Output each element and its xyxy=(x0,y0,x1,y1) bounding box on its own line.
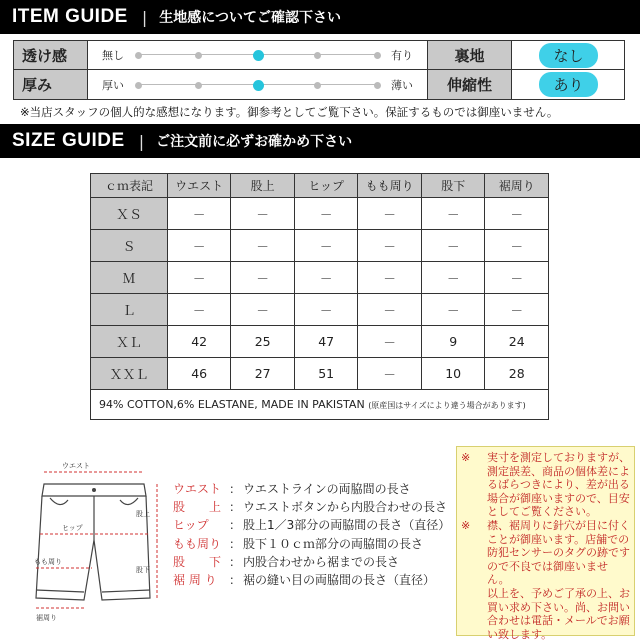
legend-key: もも周り xyxy=(173,536,222,551)
legend-desc: ウエストラインの両脇間の長さ xyxy=(243,482,411,496)
cell-value: － xyxy=(421,294,485,326)
thickness-step-2 xyxy=(195,82,202,89)
cell-value: － xyxy=(485,198,549,230)
cell-value: － xyxy=(485,230,549,262)
cell-value: － xyxy=(485,294,549,326)
cell-value: 42 xyxy=(167,326,231,358)
waist-button-icon xyxy=(92,488,96,492)
hem-diagram-label: 裾周り xyxy=(36,614,57,622)
cell-value: － xyxy=(231,262,295,294)
legend-item xyxy=(173,553,450,571)
cell-value: 46 xyxy=(167,358,231,390)
item-guide-title: ITEM GUIDE xyxy=(12,6,128,27)
legend-colon: ： xyxy=(229,536,242,551)
thickness-track xyxy=(138,79,377,91)
header-unit: ｃｍ表記 xyxy=(91,174,168,198)
cell-value: － xyxy=(294,198,358,230)
cell-value: － xyxy=(485,262,549,294)
cell-value: － xyxy=(231,294,295,326)
legend-desc: ウエストボタンから内股合わせの長さ xyxy=(243,500,448,515)
cell-value: 47 xyxy=(294,326,358,358)
legend-colon: ： xyxy=(229,482,242,496)
header-hip: ヒップ xyxy=(294,174,358,198)
cell-value: － xyxy=(421,198,485,230)
material-cell xyxy=(91,390,549,420)
sheer-right-label: 有り xyxy=(391,49,413,62)
item-guide-grid xyxy=(13,40,625,100)
size-m: Ｍ xyxy=(91,262,168,294)
legend-item xyxy=(173,516,450,534)
legend-key: ヒップ xyxy=(173,518,209,533)
stretch-value: あり xyxy=(539,72,597,97)
cell-value: － xyxy=(167,230,231,262)
sheer-step-3-selected xyxy=(253,50,264,61)
thickness-step-5 xyxy=(374,82,381,89)
disclaimer-mark: ※ xyxy=(461,451,471,464)
inseam-diagram-label: 股下 xyxy=(136,566,150,574)
item-guide-header xyxy=(0,0,640,34)
thickness-scale xyxy=(88,70,428,99)
thickness-step-4 xyxy=(314,82,321,89)
cell-value: － xyxy=(167,198,231,230)
disclaimer-text: 襟、裾周りに針穴が目に付くことが御座います。店舗での防犯センサーのタグの跡ですので不良では御座いません。 xyxy=(487,518,630,587)
lining-value: なし xyxy=(539,43,597,68)
cell-value: － xyxy=(358,294,422,326)
stretch-value-cell xyxy=(512,70,625,99)
cell-value: 10 xyxy=(421,358,485,390)
sheer-left-label: 無し xyxy=(102,49,124,62)
size-l: Ｌ xyxy=(91,294,168,326)
thickness-label: 厚み xyxy=(14,70,88,99)
table-row xyxy=(91,230,549,262)
disclaimer-text: 実寸を測定しておりますが、測定誤差、商品の個体差によるばらつきにより、差が出る場合が御座いますので、目安としてご覧ください。 xyxy=(487,451,630,519)
sheer-track xyxy=(138,49,377,61)
cell-value: － xyxy=(358,198,422,230)
waist-diagram-label: ウエスト xyxy=(62,462,90,470)
header-hem: 裾周り xyxy=(485,174,549,198)
legend-key: 股 下 xyxy=(173,554,222,569)
disclaimer-box xyxy=(456,446,635,640)
material-origin-note: (原産国はサイズにより違う場合があります) xyxy=(368,401,526,410)
thigh-diagram-label: もも周り xyxy=(34,558,62,566)
cell-value: － xyxy=(358,230,422,262)
cell-value: － xyxy=(167,262,231,294)
legend-key: 股 上 xyxy=(173,500,222,515)
thickness-step-3-selected xyxy=(253,80,264,91)
item-guide-divider: | xyxy=(141,7,148,27)
table-row xyxy=(91,198,549,230)
cell-value: － xyxy=(421,262,485,294)
thickness-right-label: 薄い xyxy=(391,78,413,92)
sheer-step-2 xyxy=(195,52,202,59)
cell-value: － xyxy=(231,230,295,262)
disclaimer-mark: ※ xyxy=(461,518,471,532)
legend-item xyxy=(173,571,450,589)
cell-value: － xyxy=(294,294,358,326)
legend-desc: 内股合わせから裾までの長さ xyxy=(243,554,400,569)
size-table xyxy=(90,173,549,420)
table-row xyxy=(91,262,549,294)
sheer-label: 透け感 xyxy=(14,41,88,70)
legend-colon: ： xyxy=(229,573,242,588)
size-s: Ｓ xyxy=(91,230,168,262)
measurement-legend xyxy=(173,480,450,589)
table-row xyxy=(91,326,549,358)
legend-item xyxy=(173,480,450,498)
header-waist: ウエスト xyxy=(167,174,231,198)
legend-item xyxy=(173,498,450,516)
cell-value: － xyxy=(421,230,485,262)
shorts-diagram xyxy=(14,448,164,640)
disclaimer-item xyxy=(461,519,630,587)
legend-item xyxy=(173,535,450,553)
sheer-scale xyxy=(88,41,428,70)
shorts-outline xyxy=(36,496,150,600)
table-row xyxy=(91,294,549,326)
legend-desc: 裾の縫い目の両脇間の長さ（直径） xyxy=(243,573,436,588)
stretch-label: 伸縮性 xyxy=(428,70,512,99)
legend-desc: 股下１０ｃｍ部分の両脇間の長さ xyxy=(243,536,424,551)
legend-key: ウエスト xyxy=(173,482,222,496)
size-xxl: ＸＸＬ xyxy=(91,358,168,390)
lining-label: 裏地 xyxy=(428,41,512,70)
cell-value: 9 xyxy=(421,326,485,358)
cell-value: － xyxy=(358,262,422,294)
size-guide-divider: | xyxy=(138,131,145,151)
item-guide-subtitle: 生地感についてご確認下さい xyxy=(159,10,341,26)
size-xl: ＸＬ xyxy=(91,326,168,358)
size-xs: ＸＳ xyxy=(91,198,168,230)
cell-value: － xyxy=(231,198,295,230)
material-text: 94% COTTON,6% ELASTANE, MADE IN PAKISTAN xyxy=(99,398,365,411)
size-guide-header xyxy=(0,124,640,158)
legend-desc: 股上1／3部分の両脇間の長さ（直径） xyxy=(243,518,451,533)
cell-value: 28 xyxy=(485,358,549,390)
header-thigh: もも周り xyxy=(358,174,422,198)
header-inseam: 股下 xyxy=(421,174,485,198)
cell-value: － xyxy=(358,358,422,390)
hem-fold xyxy=(36,590,150,592)
legend-key: 裾 周 り xyxy=(173,573,217,588)
sheer-step-1 xyxy=(135,52,142,59)
size-guide-title: SIZE GUIDE xyxy=(12,130,125,151)
legend-colon: ： xyxy=(229,518,242,533)
disclaimer-item xyxy=(461,451,630,519)
header-rise: 股上 xyxy=(231,174,295,198)
thickness-left-label: 厚い xyxy=(102,78,124,92)
material-row xyxy=(91,390,549,420)
staff-note: ※当店スタッフの個人的な感想になります。御参考としてご覧下さい。保証するものでは御座いません。 xyxy=(20,105,559,119)
cell-value: － xyxy=(167,294,231,326)
cell-value: 24 xyxy=(485,326,549,358)
legend-colon: ： xyxy=(229,554,242,569)
legend-colon: ： xyxy=(229,500,242,515)
hip-diagram-label: ヒップ xyxy=(62,524,83,532)
size-table-header-row xyxy=(91,174,549,198)
cell-value: － xyxy=(294,262,358,294)
table-row xyxy=(91,358,549,390)
disclaimer-closing: 以上を、予めご了承の上、お買い求め下さい。尚、お問い合わせは電話・メールでお願い致します。 xyxy=(487,586,630,640)
thickness-step-1 xyxy=(135,82,142,89)
cell-value: － xyxy=(294,230,358,262)
cell-value: 51 xyxy=(294,358,358,390)
rise-diagram-label: 股上 xyxy=(136,510,150,518)
size-guide-subtitle: ご注文前に必ずお確かめ下さい xyxy=(156,134,353,150)
sheer-step-4 xyxy=(314,52,321,59)
lining-value-cell xyxy=(512,41,625,70)
cell-value: 25 xyxy=(231,326,295,358)
cell-value: － xyxy=(358,326,422,358)
sheer-step-5 xyxy=(374,52,381,59)
cell-value: 27 xyxy=(231,358,295,390)
